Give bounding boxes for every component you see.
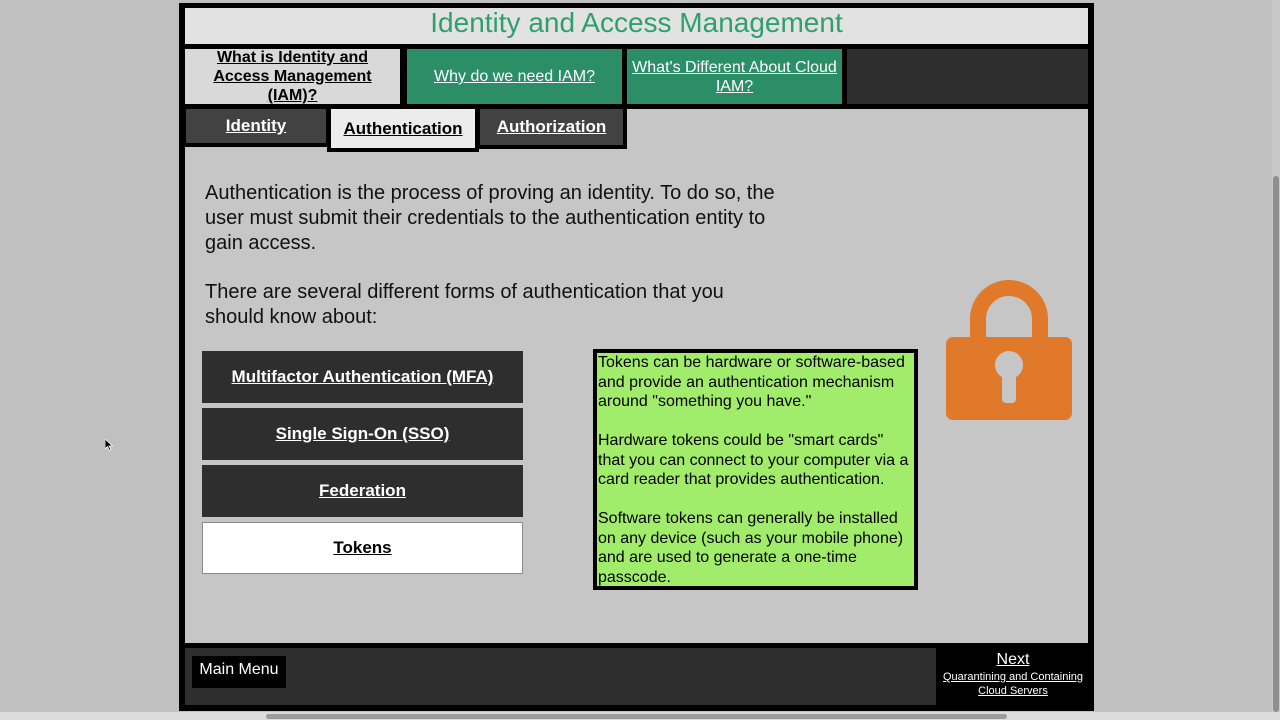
detail-paragraph-2: Hardware tokens could be "smart cards" that you can connect to your computer via a card reader that provides authentication. <box>598 432 909 488</box>
topnav-what-is-iam[interactable]: What is Identity and Access Management (IAM)? <box>185 49 400 104</box>
detail-paragraph-1: Tokens can be hardware or software-based and provide an authentication mechanism around "something you have." <box>598 354 905 410</box>
tab-authorization[interactable]: Authorization <box>476 109 627 149</box>
main-menu-button[interactable]: Main Menu <box>192 656 286 688</box>
next-topic-link[interactable]: Quarantining and Containing Cloud Servers <box>942 671 1084 697</box>
tokens-button[interactable]: Tokens <box>202 522 523 574</box>
federation-button[interactable]: Federation <box>202 465 523 517</box>
topnav-why-need-iam[interactable]: Why do we need IAM? <box>407 49 622 104</box>
detail-box <box>593 349 918 590</box>
topnav-cloud-iam[interactable]: What's Different About Cloud IAM? <box>627 49 842 104</box>
next-nav <box>938 648 1088 705</box>
tab-identity[interactable]: Identity <box>182 109 330 147</box>
intro-paragraph: Authentication is the process of proving an identity. To do so, the user must submit their credentials to the authentication entity to gain access. <box>205 182 775 254</box>
vertical-scrollbar-thumb[interactable] <box>1273 176 1279 712</box>
detail-paragraph-3: Software tokens can generally be installed on any device (such as your mobile phone) and are used to generate a one-time passcode. <box>598 510 904 586</box>
mouse-cursor-icon <box>105 439 113 451</box>
forms-intro-paragraph: There are several different forms of authentication that you should know about: <box>205 281 724 328</box>
topnav-empty-cell <box>847 49 1088 104</box>
detail-content <box>597 353 914 586</box>
horizontal-scrollbar-thumb[interactable] <box>266 714 1007 719</box>
page-title: Identity and Access Management <box>185 8 1088 44</box>
sso-button[interactable]: Single Sign-On (SSO) <box>202 408 523 460</box>
next-link[interactable]: Next <box>996 651 1030 668</box>
tab-authentication[interactable]: Authentication <box>327 109 479 152</box>
lock-icon <box>945 277 1072 420</box>
footer-bar <box>185 648 936 705</box>
mfa-button[interactable]: Multifactor Authentication (MFA) <box>202 351 523 403</box>
